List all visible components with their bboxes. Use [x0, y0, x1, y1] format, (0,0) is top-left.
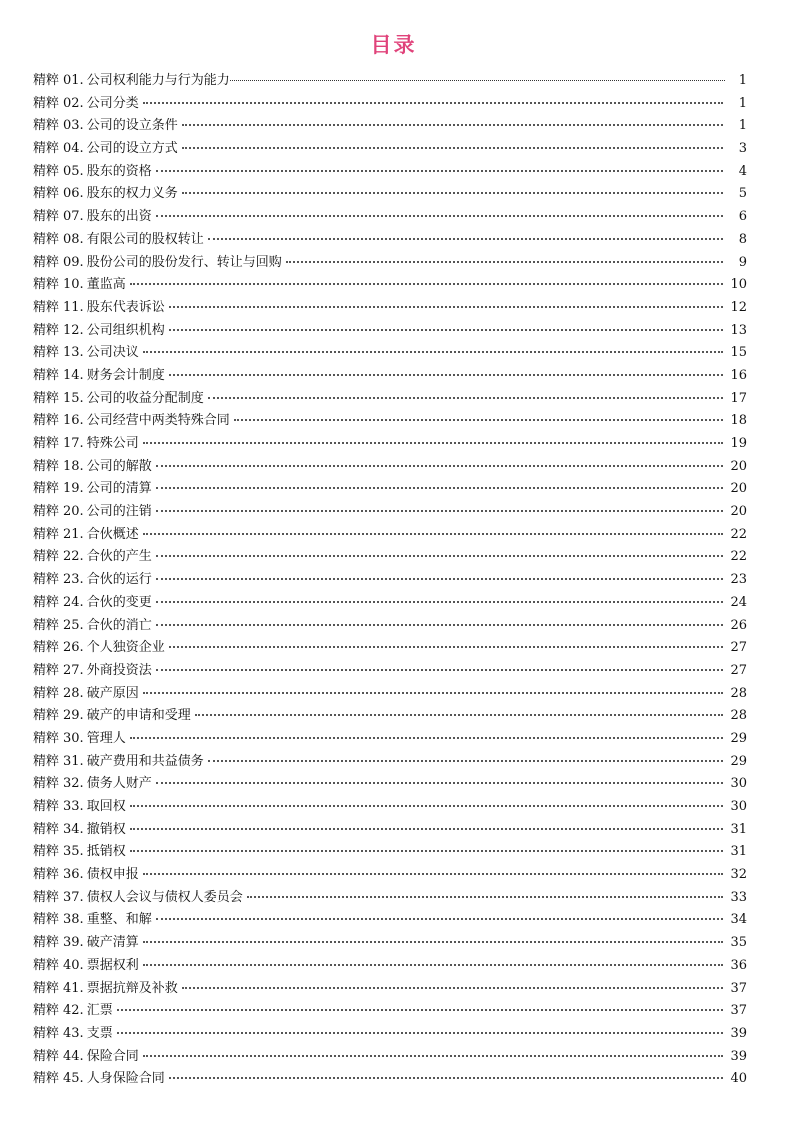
- toc-entry-number: 06.: [63, 186, 84, 202]
- toc-entry-prefix: 精粹: [33, 163, 60, 179]
- toc-entry-title: 合伙的产生: [86, 549, 152, 565]
- toc-entry-number: 35.: [63, 844, 84, 860]
- toc-entry-title: 董监高: [86, 277, 126, 293]
- toc-entry-page-number: 37: [730, 1003, 747, 1019]
- toc-entry-page-number: 39: [730, 1025, 747, 1041]
- toc-dot-leader: [156, 918, 723, 920]
- toc-entry-number: 07.: [63, 209, 84, 225]
- toc-entry-title: 汇票: [86, 1003, 113, 1019]
- toc-entry-title: 公司组织机构: [86, 322, 165, 338]
- toc-entry-prefix: 精粹: [33, 436, 60, 451]
- toc-entry-number: 12.: [63, 322, 84, 338]
- toc-entry-prefix: 精粹: [33, 776, 60, 792]
- toc-dot-leader: [156, 624, 723, 626]
- toc-entry-title: 公司经营中两类特殊合同: [86, 413, 230, 429]
- toc-entry-page-number: 17: [730, 390, 747, 406]
- toc-entry-prefix: 精粹: [33, 504, 60, 520]
- toc-entry-number: 42.: [63, 1003, 84, 1019]
- toc-entry-number: 39.: [63, 935, 84, 951]
- toc-entry-prefix: 精粹: [33, 95, 60, 111]
- toc-entry-title: 管理人: [86, 730, 126, 746]
- toc-entry[interactable]: [33, 524, 747, 547]
- toc-entry[interactable]: [33, 229, 747, 252]
- toc-dot-leader: [117, 1009, 723, 1011]
- toc-entry-prefix: 精粹: [33, 526, 60, 542]
- toc-entry-page-number: 8: [738, 231, 747, 247]
- toc-dot-leader: [130, 283, 723, 285]
- toc-dot-leader: [143, 941, 723, 943]
- toc-entry-number: 37.: [63, 889, 84, 905]
- toc-entry-title: 股东的出资: [86, 209, 152, 225]
- toc-entry-title: 债务人财产: [86, 776, 152, 792]
- toc-entry-title: 破产原因: [86, 685, 139, 701]
- toc-dot-leader: [143, 351, 723, 353]
- toc-dot-leader: [156, 669, 723, 671]
- toc-dot-leader: [117, 1032, 723, 1034]
- toc-entry-page-number: 30: [730, 776, 747, 792]
- toc-entry-title: 合伙的消亡: [86, 617, 152, 633]
- toc-entry-title: 合伙概述: [86, 526, 139, 542]
- toc-entry-prefix: 精粹: [33, 1003, 60, 1019]
- toc-entry[interactable]: [33, 728, 747, 751]
- toc-entry-title: 股东的权力义务: [86, 186, 178, 202]
- toc-entry[interactable]: [33, 546, 747, 569]
- toc-entry-prefix: 精粹: [33, 708, 60, 724]
- toc-entry[interactable]: [33, 932, 747, 955]
- toc-dot-leader: [182, 124, 723, 126]
- toc-entry[interactable]: [33, 297, 747, 320]
- toc-entry-title: 公司分类: [86, 95, 139, 111]
- toc-entry-title: 破产费用和共益债务: [86, 753, 204, 769]
- toc-entry-page-number: 20: [730, 458, 747, 474]
- toc-entry-prefix: 精粹: [33, 413, 60, 429]
- toc-entry-page-number: 22: [730, 549, 747, 565]
- toc-entry-title: 股东的资格: [86, 163, 152, 179]
- toc-entry[interactable]: [33, 773, 747, 796]
- toc-entry-number: 20.: [63, 504, 84, 520]
- toc-entry[interactable]: [33, 252, 747, 275]
- toc-entry-prefix: 精粹: [33, 390, 60, 406]
- toc-entry-number: 26.: [63, 640, 84, 656]
- toc-dot-leader: [169, 329, 723, 331]
- toc-entry[interactable]: [33, 1000, 747, 1023]
- toc-entry-number: 13.: [63, 345, 84, 361]
- toc-entry-prefix: 精粹: [33, 662, 60, 678]
- toc-entry-page-number: 1: [738, 95, 747, 111]
- toc-dot-leader: [230, 80, 725, 81]
- toc-dot-leader: [130, 828, 723, 830]
- toc-dot-leader: [247, 896, 723, 898]
- toc-dot-leader: [169, 306, 723, 308]
- toc-entry-title: 保险合同: [86, 1048, 139, 1064]
- toc-entry[interactable]: [33, 751, 747, 774]
- toc-entry[interactable]: [33, 819, 747, 842]
- toc-entry-number: 31.: [63, 753, 84, 769]
- toc-title: 目录: [370, 33, 417, 57]
- toc-entry-title: 公司的设立方式: [86, 141, 178, 157]
- toc-entry-prefix: 精粹: [33, 730, 60, 746]
- toc-entry-number: 29.: [63, 708, 84, 724]
- toc-entry-title: 重整、和解: [86, 912, 152, 928]
- toc-entry-number: 19.: [63, 481, 84, 497]
- toc-entry-page-number: 40: [730, 1071, 747, 1087]
- toc-entry-prefix: 精粹: [33, 980, 60, 996]
- toc-entry-page-number: 18: [730, 413, 747, 429]
- toc-entry-number: 24.: [63, 594, 84, 610]
- toc-entry-number: 22.: [63, 549, 84, 565]
- toc-dot-leader: [156, 782, 723, 784]
- toc-entry[interactable]: [33, 1023, 747, 1046]
- toc-entry-number: 01.: [63, 73, 84, 88]
- toc-entry[interactable]: [33, 660, 747, 683]
- toc-entry-prefix: 精粹: [33, 367, 60, 383]
- toc-entry-title: 特殊公司: [86, 436, 139, 451]
- toc-entry-number: 14.: [63, 367, 84, 383]
- toc-dot-leader: [130, 805, 723, 807]
- toc-entry-title: 支票: [86, 1025, 113, 1041]
- toc-entry-number: 38.: [63, 912, 84, 928]
- toc-entry-number: 05.: [63, 163, 84, 179]
- toc-entry-page-number: 27: [730, 662, 747, 678]
- toc-entry-page-number: 30: [730, 799, 747, 814]
- toc-entry-page-number: 15: [730, 345, 747, 361]
- toc-dot-leader: [156, 170, 723, 172]
- toc-entry-page-number: 39: [730, 1048, 747, 1064]
- toc-entry-page-number: 6: [738, 209, 747, 225]
- toc-entry-title: 撤销权: [86, 821, 126, 837]
- toc-dot-leader: [130, 737, 723, 739]
- toc-dot-leader: [169, 1077, 723, 1079]
- toc-entry-title: 合伙的运行: [86, 572, 152, 588]
- toc-entry-title: 债权申报: [86, 867, 139, 883]
- toc-entry-number: 41.: [63, 980, 84, 996]
- toc-entry-prefix: 精粹: [33, 799, 60, 814]
- toc-entry-number: 25.: [63, 617, 84, 633]
- toc-entry-number: 40.: [63, 957, 84, 973]
- toc-entry-page-number: 34: [730, 912, 747, 928]
- toc-entry-page-number: 31: [730, 821, 747, 837]
- toc-entry-title: 个人独资企业: [86, 640, 165, 656]
- toc-entry-title: 公司的清算: [86, 481, 152, 497]
- toc-entry[interactable]: [33, 410, 747, 433]
- toc-entry-prefix: 精粹: [33, 549, 60, 565]
- toc-entry-number: 45.: [63, 1071, 84, 1087]
- toc-entry[interactable]: [33, 183, 747, 206]
- toc-entry-number: 32.: [63, 776, 84, 792]
- toc-entry[interactable]: [33, 115, 747, 138]
- toc-entry-number: 27.: [63, 662, 84, 678]
- toc-dot-leader: [169, 374, 723, 376]
- toc-dot-leader: [208, 397, 723, 399]
- toc-entry-page-number: 5: [738, 186, 747, 202]
- toc-entry-prefix: 精粹: [33, 844, 60, 860]
- toc-entry-prefix: 精粹: [33, 277, 60, 293]
- toc-entry-number: 03.: [63, 118, 84, 134]
- toc-entry[interactable]: [33, 1046, 747, 1069]
- toc-entry-page-number: 9: [738, 254, 747, 270]
- toc-entry-prefix: 精粹: [33, 73, 60, 88]
- toc-entry-number: 09.: [63, 254, 84, 270]
- toc-entry[interactable]: [33, 864, 747, 887]
- toc-entry-title: 公司的收益分配制度: [86, 390, 204, 406]
- toc-entry-page-number: 4: [738, 163, 747, 179]
- toc-entry-number: 28.: [63, 685, 84, 701]
- toc-entry-prefix: 精粹: [33, 572, 60, 588]
- toc-entry-page-number: 1: [738, 73, 747, 88]
- toc-entry-page-number: 23: [730, 572, 747, 588]
- toc-entry-number: 17.: [63, 436, 84, 451]
- toc-entry[interactable]: [33, 841, 747, 864]
- toc-entry[interactable]: [33, 93, 747, 116]
- toc-entry[interactable]: [33, 569, 747, 592]
- table-of-contents: [33, 70, 747, 1091]
- toc-entry[interactable]: [33, 909, 747, 932]
- toc-dot-leader: [143, 442, 723, 444]
- toc-entry-page-number: 27: [730, 640, 747, 656]
- toc-entry[interactable]: [33, 705, 747, 728]
- toc-entry[interactable]: [33, 637, 747, 660]
- toc-entry-title: 债权人会议与债权人委员会: [86, 889, 243, 905]
- toc-entry-number: 04.: [63, 141, 84, 157]
- toc-dot-leader: [156, 510, 723, 512]
- toc-entry-prefix: 精粹: [33, 481, 60, 497]
- toc-dot-leader: [182, 192, 723, 194]
- toc-dot-leader: [156, 465, 723, 467]
- toc-entry-page-number: 31: [730, 844, 747, 860]
- toc-entry-page-number: 19: [730, 436, 747, 451]
- toc-entry-title: 股份公司的股份发行、转让与回购: [86, 254, 282, 270]
- toc-entry-prefix: 精粹: [33, 186, 60, 202]
- toc-entry-prefix: 精粹: [33, 617, 60, 633]
- toc-entry-number: 21.: [63, 526, 84, 542]
- toc-entry-page-number: 16: [730, 367, 747, 383]
- toc-entry[interactable]: [33, 478, 747, 501]
- toc-entry-title: 票据权利: [86, 957, 139, 973]
- toc-dot-leader: [182, 147, 723, 149]
- toc-entry-title: 人身保险合同: [86, 1071, 165, 1087]
- toc-dot-leader: [234, 419, 723, 421]
- toc-entry-page-number: 3: [738, 141, 747, 157]
- toc-entry[interactable]: [33, 796, 747, 819]
- toc-entry[interactable]: [33, 342, 747, 365]
- toc-entry-prefix: 精粹: [33, 753, 60, 769]
- toc-entry-number: 10.: [63, 277, 84, 293]
- toc-entry-page-number: 29: [730, 753, 747, 769]
- toc-entry-title: 合伙的变更: [86, 594, 152, 610]
- toc-entry-page-number: 20: [730, 481, 747, 497]
- toc-entry-page-number: 12: [730, 299, 747, 315]
- toc-entry-page-number: 35: [730, 935, 747, 951]
- toc-entry-prefix: 精粹: [33, 299, 60, 315]
- toc-entry-number: 18.: [63, 458, 84, 474]
- toc-entry-prefix: 精粹: [33, 345, 60, 361]
- toc-dot-leader: [286, 261, 723, 263]
- toc-dot-leader: [169, 646, 723, 648]
- toc-entry[interactable]: [33, 365, 747, 388]
- toc-entry-prefix: 精粹: [33, 231, 60, 247]
- toc-entry-page-number: 10: [730, 277, 747, 293]
- toc-entry-number: 30.: [63, 730, 84, 746]
- toc-entry-prefix: 精粹: [33, 821, 60, 837]
- toc-entry[interactable]: [33, 1068, 747, 1091]
- toc-entry-title: 公司的解散: [86, 458, 152, 474]
- toc-entry-prefix: 精粹: [33, 322, 60, 338]
- toc-dot-leader: [143, 692, 723, 694]
- toc-entry[interactable]: [33, 433, 747, 456]
- toc-dot-leader: [130, 850, 723, 852]
- toc-entry-number: 43.: [63, 1025, 84, 1041]
- toc-entry-title: 取回权: [86, 799, 126, 814]
- toc-entry-title: 公司的设立条件: [86, 118, 178, 134]
- toc-entry-page-number: 26: [730, 617, 747, 633]
- toc-entry-page-number: 33: [730, 889, 747, 905]
- toc-dot-leader: [143, 1055, 723, 1057]
- toc-entry-number: 11.: [63, 299, 84, 315]
- toc-entry-prefix: 精粹: [33, 1048, 60, 1064]
- toc-entry-prefix: 精粹: [33, 957, 60, 973]
- toc-dot-leader: [156, 601, 723, 603]
- toc-entry-page-number: 29: [730, 730, 747, 746]
- toc-entry[interactable]: [33, 70, 747, 93]
- toc-entry-page-number: 22: [730, 526, 747, 542]
- toc-dot-leader: [143, 873, 723, 875]
- toc-entry[interactable]: [33, 683, 747, 706]
- toc-entry-page-number: 28: [730, 685, 747, 701]
- toc-entry-title: 抵销权: [86, 844, 126, 860]
- toc-entry-prefix: 精粹: [33, 209, 60, 225]
- toc-entry[interactable]: [33, 206, 747, 229]
- toc-entry-page-number: 24: [730, 594, 747, 610]
- toc-entry[interactable]: [33, 138, 747, 161]
- toc-entry-prefix: 精粹: [33, 889, 60, 905]
- toc-entry[interactable]: [33, 501, 747, 524]
- toc-entry-title: 财务会计制度: [86, 367, 165, 383]
- toc-entry-title: 破产的申请和受理: [86, 708, 191, 724]
- toc-entry-prefix: 精粹: [33, 141, 60, 157]
- toc-entry-prefix: 精粹: [33, 935, 60, 951]
- toc-entry-number: 15.: [63, 390, 84, 406]
- toc-dot-leader: [143, 964, 723, 966]
- toc-entry-page-number: 1: [738, 118, 747, 134]
- toc-dot-leader: [182, 987, 723, 989]
- toc-entry[interactable]: [33, 615, 747, 638]
- toc-dot-leader: [143, 102, 723, 104]
- toc-dot-leader: [195, 714, 723, 716]
- toc-entry-title: 公司权利能力与行为能力: [86, 73, 230, 88]
- toc-entry-prefix: 精粹: [33, 912, 60, 928]
- toc-entry-number: 34.: [63, 821, 84, 837]
- toc-entry-number: 08.: [63, 231, 84, 247]
- toc-entry-prefix: 精粹: [33, 458, 60, 474]
- toc-dot-leader: [156, 555, 723, 557]
- toc-dot-leader: [143, 533, 723, 535]
- toc-entry-title: 股东代表诉讼: [86, 299, 165, 315]
- toc-entry-prefix: 精粹: [33, 1071, 60, 1087]
- toc-entry-prefix: 精粹: [33, 254, 60, 270]
- toc-entry-number: 33.: [63, 799, 84, 814]
- toc-entry-prefix: 精粹: [33, 1025, 60, 1041]
- toc-entry-prefix: 精粹: [33, 640, 60, 656]
- toc-entry-title: 破产清算: [86, 935, 139, 951]
- toc-entry[interactable]: [33, 955, 747, 978]
- toc-entry-title: 公司的注销: [86, 504, 152, 520]
- toc-entry-number: 36.: [63, 867, 84, 883]
- toc-entry-prefix: 精粹: [33, 867, 60, 883]
- toc-entry-prefix: 精粹: [33, 594, 60, 610]
- toc-entry-page-number: 37: [730, 980, 747, 996]
- toc-entry-page-number: 13: [730, 322, 747, 338]
- toc-entry[interactable]: [33, 161, 747, 184]
- toc-entry[interactable]: [33, 320, 747, 343]
- toc-entry-page-number: 28: [730, 708, 747, 724]
- toc-dot-leader: [208, 238, 723, 240]
- toc-entry[interactable]: [33, 887, 747, 910]
- toc-dot-leader: [156, 487, 723, 489]
- toc-entry-title: 票据抗辩及补救: [86, 980, 178, 996]
- toc-entry-page-number: 20: [730, 504, 747, 520]
- toc-entry[interactable]: [33, 592, 747, 615]
- toc-entry-prefix: 精粹: [33, 118, 60, 134]
- toc-dot-leader: [156, 578, 723, 580]
- toc-entry-number: 02.: [63, 95, 84, 111]
- toc-entry-page-number: 32: [730, 867, 747, 883]
- toc-entry-title: 外商投资法: [86, 662, 152, 678]
- toc-entry[interactable]: [33, 978, 747, 1001]
- toc-entry-prefix: 精粹: [33, 685, 60, 701]
- toc-entry[interactable]: [33, 456, 747, 479]
- toc-dot-leader: [156, 215, 723, 217]
- toc-entry[interactable]: [33, 388, 747, 411]
- toc-entry-page-number: 36: [730, 957, 747, 973]
- toc-entry-number: 23.: [63, 572, 84, 588]
- toc-dot-leader: [208, 760, 723, 762]
- toc-entry-number: 44.: [63, 1048, 84, 1064]
- toc-entry-title: 公司决议: [86, 345, 139, 361]
- toc-entry-number: 16.: [63, 413, 84, 429]
- toc-entry[interactable]: [33, 274, 747, 297]
- toc-entry-title: 有限公司的股权转让: [86, 231, 204, 247]
